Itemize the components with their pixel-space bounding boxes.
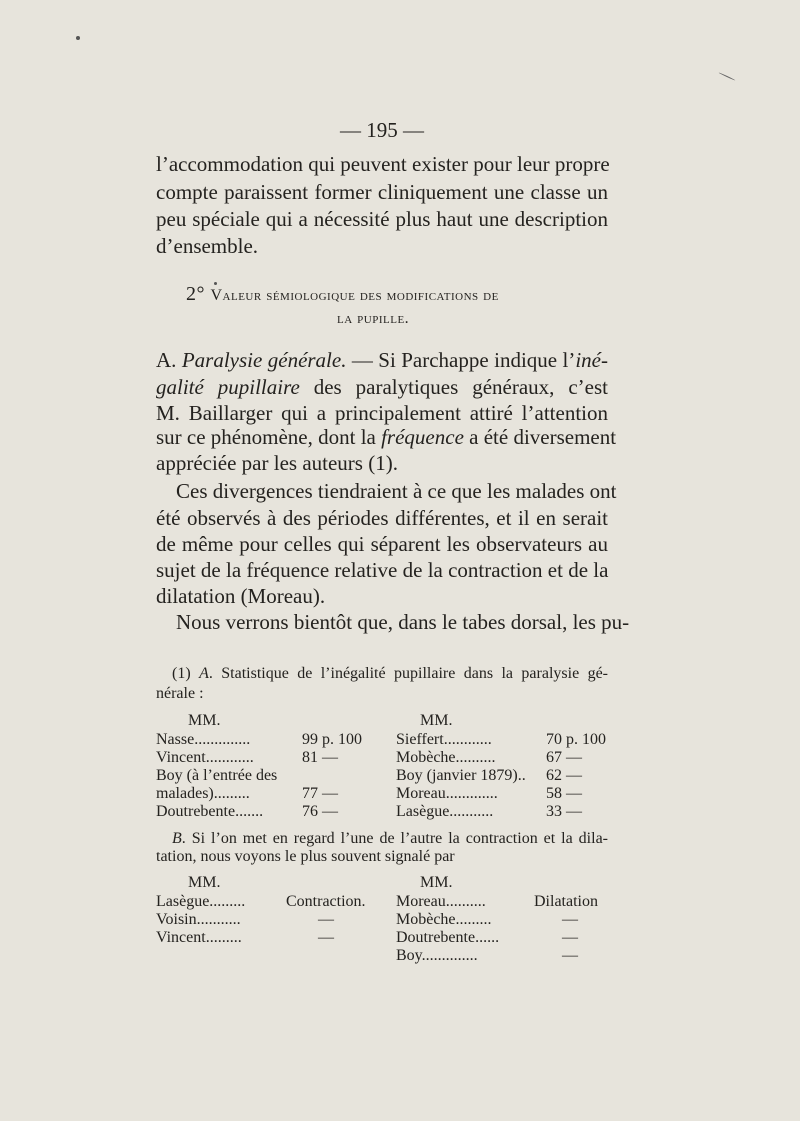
- table-row-value: 99 p. 100: [302, 731, 362, 748]
- table-row-name: Boy..............: [396, 947, 478, 964]
- table-row-name: Sieffert............: [396, 731, 492, 748]
- text-span-italic: fréquence: [381, 425, 464, 449]
- section-number: 2°: [186, 283, 211, 305]
- text-span-italic: B: [172, 830, 182, 847]
- para-label: A.: [156, 348, 182, 372]
- text-span-italic: A: [199, 665, 209, 682]
- text-line: été observés à des périodes différentes, et il en serait: [156, 506, 608, 530]
- table-row-name: Boy (à l’entrée des: [156, 767, 278, 784]
- paper-speck: [76, 36, 80, 40]
- table-row-name: Vincent............: [156, 749, 254, 766]
- table-row-value: 67 —: [546, 749, 582, 766]
- table-row-value: —: [562, 929, 578, 946]
- text-line: peu spéciale qui a nécessité plus haut une description: [156, 207, 608, 231]
- table-row-name: Mobèche.........: [396, 911, 492, 928]
- text-line: [156, 425, 617, 450]
- table-row-value: —: [562, 911, 578, 928]
- table-a-left-header: MM.: [188, 712, 221, 729]
- text-span: des paralytiques généraux, c’est: [299, 375, 608, 399]
- page-number: — 195 —: [340, 118, 424, 142]
- text-line: M. Baillarger qui a principalement attiré l’attention: [156, 401, 608, 425]
- text-line: Ces divergences tiendraient à ce que les malades ont: [176, 479, 617, 503]
- text-line: compte paraissent former cliniquement une classe un: [156, 180, 608, 204]
- footnote-line: [172, 830, 608, 848]
- table-row-value: 62 —: [546, 767, 582, 784]
- table-row-name: Moreau..........: [396, 893, 486, 910]
- text-span: a été diversement: [463, 425, 617, 449]
- text-span: . Si l’on met en regard l’une de l’autre la contraction et la dila-: [181, 830, 608, 847]
- text-line: Nous verrons bientôt que, dans le tabes dorsal, les pu-: [176, 610, 630, 634]
- table-row-name: Doutrebente.......: [156, 803, 264, 820]
- table-row-name: malades).........: [156, 785, 250, 802]
- footnote-marker: (1): [172, 665, 200, 682]
- text-span: — Si Parchappe indique l’: [346, 348, 576, 372]
- section-heading: [186, 283, 499, 306]
- table-row-name: Mobèche..........: [396, 749, 496, 766]
- table-row-value: Contraction.: [286, 893, 366, 910]
- table-row-value: 33 —: [546, 803, 582, 820]
- section-title-line2: la pupille.: [337, 310, 410, 327]
- text-span: . Statistique de l’inégalité pupillaire dans la paralysie gé-: [208, 665, 609, 682]
- paper-speck: [719, 72, 736, 81]
- text-line: d’ensemble.: [156, 234, 259, 258]
- table-row-name: Lasègue.........: [156, 893, 246, 910]
- table-row-value: 76 —: [302, 803, 338, 820]
- text-line: appréciée par les auteurs (1).: [156, 451, 398, 475]
- text-line: [156, 348, 608, 373]
- table-row-value: 58 —: [546, 785, 582, 802]
- table-row-value: Dilatation: [534, 893, 598, 910]
- table-row-value: 81 —: [302, 749, 338, 766]
- text-span-italic: iné-: [575, 348, 608, 372]
- footnote-line: [172, 665, 608, 683]
- table-row-name: Moreau.............: [396, 785, 498, 802]
- text-line: de même pour celles qui séparent les observateurs au: [156, 532, 608, 556]
- table-row-name: Lasègue...........: [396, 803, 494, 820]
- text-line: l’accommodation qui peuvent exister pour leur propre: [156, 152, 610, 176]
- table-a-right-header: MM.: [420, 712, 453, 729]
- table-row-value: 70 p. 100: [546, 731, 606, 748]
- paper-speck: [214, 282, 217, 285]
- text-span: sur ce phénomène, dont la: [156, 425, 382, 449]
- footnote-line: tation, nous voyons le plus souvent signalé par: [156, 848, 455, 865]
- text-line: dilatation (Moreau).: [156, 584, 326, 608]
- table-row-value: 77 —: [302, 785, 338, 802]
- table-row-name: Vincent.........: [156, 929, 242, 946]
- table-row-name: Boy (janvier 1879)..: [396, 767, 526, 784]
- table-b-right-header: MM.: [420, 874, 453, 891]
- text-span-italic: galité pupillaire: [156, 375, 300, 399]
- para-title: Paralysie générale.: [181, 348, 347, 372]
- table-row-value: —: [318, 929, 334, 946]
- table-row-name: Voisin...........: [156, 911, 241, 928]
- section-title-line1: Valeur sémiologique des modifications de: [210, 287, 499, 304]
- table-row-value: —: [562, 947, 578, 964]
- text-line: [156, 375, 608, 400]
- footnote-line: nérale :: [156, 685, 204, 702]
- text-line: sujet de la fréquence relative de la contraction et de la: [156, 558, 609, 582]
- table-row-name: Doutrebente......: [396, 929, 500, 946]
- table-row-value: —: [318, 911, 334, 928]
- table-b-left-header: MM.: [188, 874, 221, 891]
- table-row-name: Nasse..............: [156, 731, 251, 748]
